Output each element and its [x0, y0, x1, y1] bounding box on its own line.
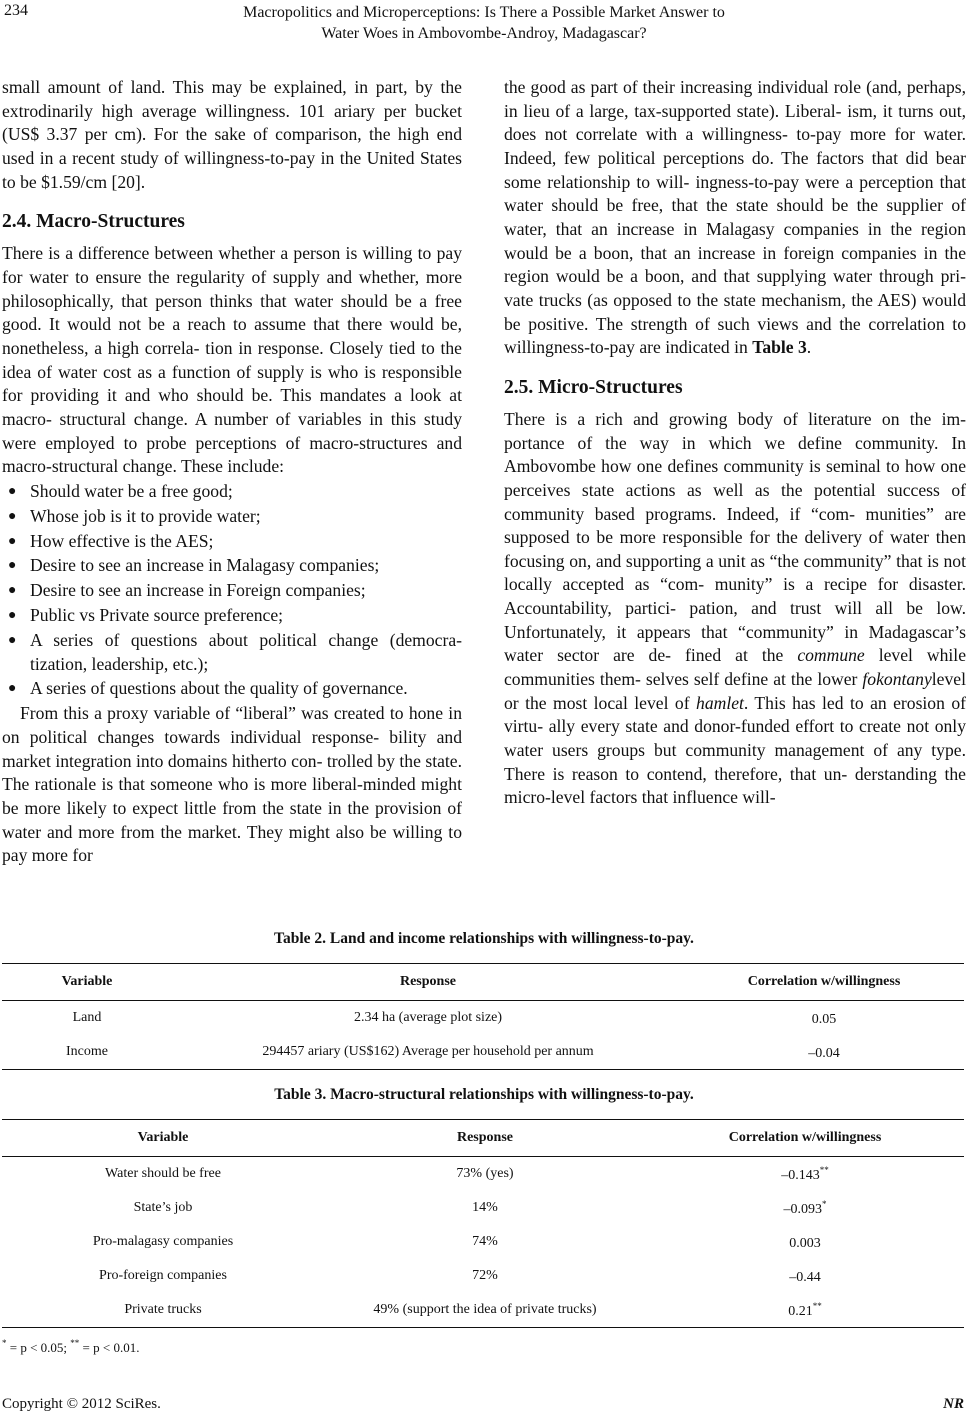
- table-header-row: [2, 964, 964, 1001]
- table-row: [2, 1293, 964, 1328]
- table-reference-link[interactable]: Table 3: [752, 337, 807, 358]
- correlation-value: –0.093: [783, 1201, 822, 1217]
- table-cell: Pro-foreign companies: [99, 1268, 227, 1283]
- column-header: Variable: [2, 1120, 324, 1157]
- journal-abbreviation: NR: [943, 1396, 964, 1412]
- table-cell: Water should be free: [105, 1166, 221, 1181]
- significance-marker: *: [822, 1198, 827, 1209]
- table-cell: [646, 1259, 964, 1293]
- bullet-icon: ●: [8, 483, 17, 499]
- italic-term: fokontany: [862, 669, 932, 690]
- table-footnote: [2, 1338, 139, 1356]
- table-cell: Private trucks: [2, 1293, 324, 1328]
- list-item-text: Should water be a free good;: [30, 480, 233, 501]
- table-row: [2, 1191, 964, 1225]
- paragraph: [504, 76, 966, 360]
- correlation-value: –0.04: [808, 1045, 840, 1061]
- text-run: . This has led to an erosion of virtu- ally every state and donor-funded effort to create not only water users groups but community management of any type. There is reason to contend, therefore, that un- derstanding the micro-level factors that influence will-: [504, 692, 966, 808]
- list-item-text: A series of questions about political change (democra- tization, leadership, etc.);: [30, 629, 462, 674]
- italic-term: commune: [797, 645, 865, 666]
- table-cell: [646, 1293, 964, 1328]
- left-column: [2, 76, 462, 868]
- list-item-text: A series of questions about the quality of governance.: [30, 678, 408, 699]
- table-cell: 74%: [472, 1234, 498, 1249]
- list-item-text: How effective is the AES;: [30, 530, 214, 551]
- significance-marker: *: [2, 1338, 7, 1348]
- footnote-text: = p < 0.05;: [6, 1340, 71, 1355]
- significance-marker: **: [819, 1164, 829, 1175]
- text-run: .: [806, 337, 812, 358]
- section-heading-2-4: 2.4. Macro-Structures: [2, 211, 185, 233]
- significance-marker: **: [812, 1300, 822, 1311]
- table-cell: [646, 1157, 964, 1192]
- table-cell: 294457 ariary (US$162) Average per household per annum: [172, 1035, 684, 1070]
- copyright-notice: Copyright © 2012 SciRes.: [2, 1396, 161, 1412]
- bullet-icon: ●: [8, 608, 17, 624]
- column-header: Response: [324, 1120, 646, 1157]
- column-header: Correlation w/willingness: [646, 1120, 964, 1157]
- list-item-text: Desire to see an increase in Malagasy companies;: [30, 555, 380, 576]
- column-header: Variable: [2, 964, 172, 1001]
- bullet-icon: ●: [8, 533, 17, 549]
- table-cell: [684, 1001, 964, 1036]
- table-cell: 2.34 ha (average plot size): [353, 1010, 503, 1025]
- paragraph: small amount of land. This may be explained, in part, by the extrodinarily high average willingness. 101 ariary per bucket (US$ 3.37 per cm). For the sake of comparison, the high end used in a recent study of willingness-to-pay in the United States to be $1.59/cm [20].: [2, 77, 462, 192]
- table-cell: [646, 1225, 964, 1259]
- table-row: [2, 1035, 964, 1070]
- correlation-value: 0.21: [788, 1303, 813, 1319]
- table-cell: Pro-malagasy companies: [92, 1234, 234, 1249]
- list-item: [2, 554, 462, 578]
- running-title: [0, 2, 968, 44]
- page-header: [0, 2, 968, 44]
- list-item: [2, 530, 462, 554]
- table-cell: [646, 1191, 964, 1225]
- bullet-icon: ●: [8, 583, 17, 599]
- paragraph: There is a difference between whether a person is willing to pay for water to ensure the regularity of supply and whether, more philosophically, that person thinks that water should be a free good. It would not be a reach to assume that there would be, nonetheless, a high correla- tion in response. Closely tied to the idea of water cost as a function of supply is who is responsible for providing it and who should be. This mandates a look at macro- structural change. A number of variables in this study were employed to probe perceptions of macro-structures and macro-structural change. These include:: [2, 243, 462, 477]
- table-row: [2, 1001, 964, 1036]
- table-header-row: [2, 1120, 964, 1157]
- bullet-icon: ●: [8, 558, 17, 574]
- page-number: 234: [4, 2, 28, 19]
- column-header: Response: [172, 964, 684, 1001]
- bullet-list: [2, 480, 462, 701]
- list-item: [2, 480, 462, 504]
- table-row: [2, 1225, 964, 1259]
- table-cell: Land: [72, 1010, 102, 1025]
- footnote-text: = p < 0.01.: [79, 1340, 140, 1355]
- table-cell: 49% (support the idea of private trucks): [324, 1293, 646, 1328]
- table-2: [2, 963, 964, 1070]
- correlation-value: –0.143: [781, 1167, 820, 1183]
- bullet-icon: ●: [8, 508, 17, 524]
- list-item-text: Whose job is it to provide water;: [30, 505, 261, 526]
- text-run: level while communities them- selves self define at the lower: [504, 645, 966, 690]
- table-cell: [684, 1035, 964, 1070]
- table-3: [2, 1119, 964, 1328]
- table-2-caption: Table 2. Land and income relationships with willingness-to-pay.: [274, 930, 694, 947]
- correlation-value: 0.05: [811, 1011, 837, 1027]
- italic-term: hamlet: [696, 692, 744, 713]
- running-title-line-2: Water Woes in Ambovombe-Androy, Madagascar?: [321, 25, 647, 42]
- running-title-line-1: Macropolitics and Microperceptions: Is There a Possible Market Answer to: [243, 4, 725, 21]
- text-run: the good as part of their increasing individual role (and, perhaps, in lieu of a large, tax-supported state). Liberal- ism, it turns out, does not correlate with a willingness- to-pay more for water. Indeed, few political perceptions do. The factors that did bear some relationship to will- ingness-to-pay were a perception that water should be free, that the state should be the supplier of water, that an increase in Malagasy companies in the region would be a boon, that an increase in foreign companies in the region would be a boon, and that supplying water through pri- vate trucks (as opposed to the state mechanism, the AES) would be positive. The strength of such views and the correlation to willingness-to-pay are indicated in: [504, 77, 966, 358]
- list-item-text: Public vs Private source preference;: [30, 605, 284, 626]
- correlation-value: –0.44: [789, 1269, 821, 1285]
- list-item-text: Desire to see an increase in Foreign companies;: [30, 580, 366, 601]
- table-cell: 14%: [472, 1200, 498, 1215]
- table-cell: Income: [2, 1035, 172, 1070]
- right-column: [504, 76, 966, 810]
- table-3-caption: Table 3. Macro-structural relationships with willingness-to-pay.: [274, 1086, 694, 1103]
- text-run: There is a rich and growing body of literature on the im- portance of the way in which we define community. In Ambovombe how one defines community is seminal to how one perceives state actions as well as the potential success of community based programs. Indeed, if “com- munities” are supposed to be more responsible for the delivery of water then focusing on, and supporting a unit as “the community” that is not locally accepted as “com- munity” is a recipe for disaster. Accountability, partici- pation, and trust will all be low. Unfortunately, it appears that “community” in Madagascar’s water sector are de- fined at the: [504, 408, 966, 666]
- list-item: [2, 629, 462, 676]
- paragraph: From this a proxy variable of “liberal” was created to hone in on political changes towards individual response- bility and market integration into domains hitherto con- trolled by the state. The rationale is that someone who is more liberal-minded might be more likely to expect little from the state in the provision of water and more from the market. They might also be willing to pay more for: [2, 703, 462, 866]
- table-row: [2, 1259, 964, 1293]
- list-item: [2, 505, 462, 529]
- paragraph: [504, 408, 966, 810]
- correlation-value: 0.003: [789, 1235, 821, 1251]
- bullet-icon: ●: [8, 632, 17, 648]
- table-row: [2, 1157, 964, 1192]
- table-cell: 72%: [472, 1268, 498, 1283]
- section-heading-2-5: 2.5. Micro-Structures: [504, 376, 683, 398]
- table-cell: 73% (yes): [456, 1166, 514, 1181]
- significance-marker: **: [70, 1338, 80, 1348]
- column-header: Correlation w/willingness: [684, 964, 964, 1001]
- list-item: [2, 579, 462, 603]
- table-cell: State’s job: [133, 1200, 193, 1215]
- bullet-icon: ●: [8, 681, 17, 697]
- list-item: [2, 604, 462, 628]
- text-run: level or the most local level of: [504, 669, 966, 713]
- list-item: [2, 677, 462, 701]
